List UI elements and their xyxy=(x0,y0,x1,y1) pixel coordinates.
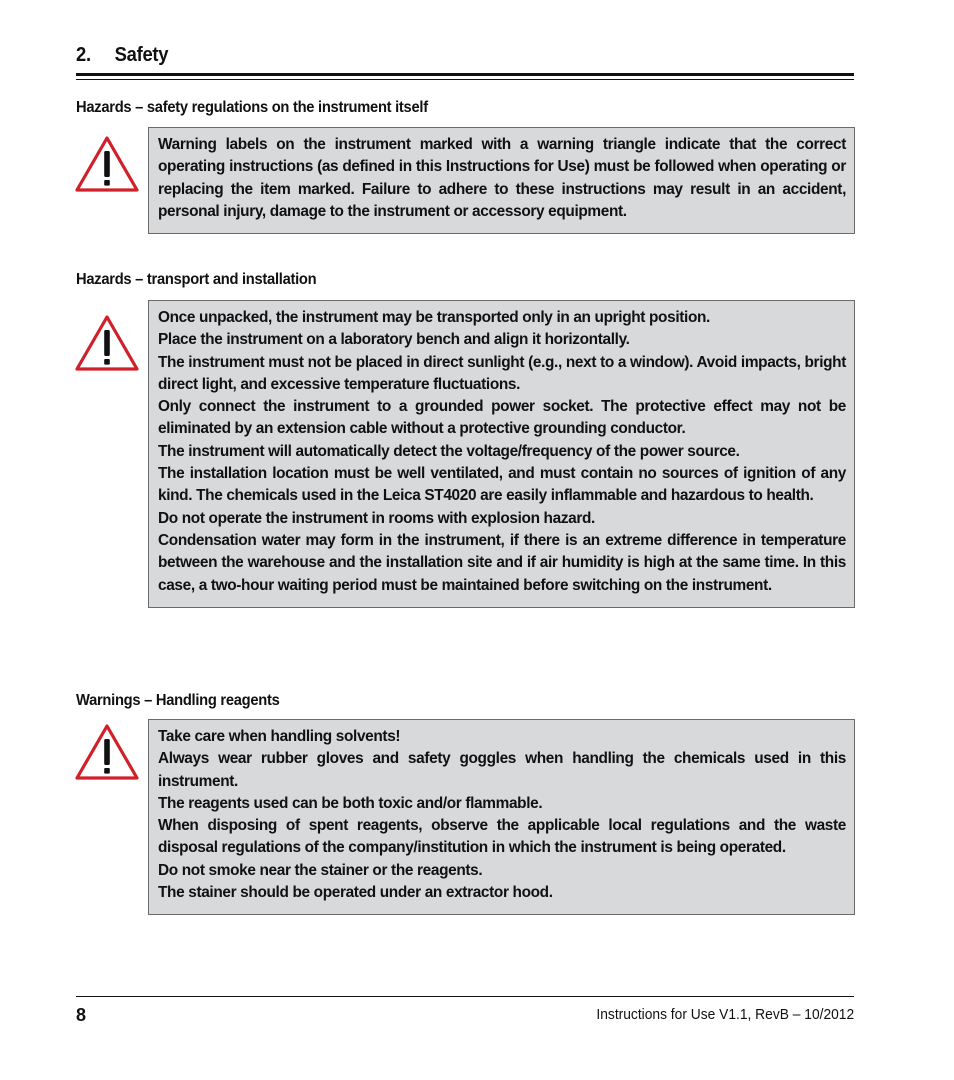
chapter-title: Safety xyxy=(114,44,169,66)
warning-triangle-icon xyxy=(74,722,140,782)
warning-paragraph: Only connect the instrument to a grounded power socket. The protective effect may not be eliminated by an extension cable without a protective grounding conductor. xyxy=(158,398,846,438)
warning-paragraph: The installation location must be well ventilated, and must contain no sources of ignition of any kind. The chemicals used in the Leica ST4020 are easily inflammable and hazardous to health. xyxy=(158,465,846,505)
warning-paragraph: Do not operate the instrument in rooms with explosion hazard. xyxy=(158,509,595,527)
warning-paragraph: Warning labels on the instrument marked with a warning triangle indicate that the correct operating instructions (as defined in this Instructions for Use) must be followed when operating or replacing the item marked. Failure to adhere to these instructions may result in an accident, personal injury, damage to the instrument or accessory equipment. xyxy=(158,136,846,220)
header-rule-thin xyxy=(76,79,854,80)
section-heading-reagents: Warnings – Handling reagents xyxy=(76,692,280,709)
chapter-number: 2. xyxy=(76,44,91,66)
warning-box-instrument-hazards xyxy=(148,127,855,234)
warning-paragraph: When disposing of spent reagents, observe the applicable local regulations and the waste disposal regulations of the company/institution in which the instrument is being operated. xyxy=(158,817,846,857)
document-version: Instructions for Use V1.1, RevB – 10/2012 xyxy=(596,1006,854,1023)
warning-box-reagents xyxy=(148,719,855,915)
warning-paragraph: The instrument must not be placed in direct sunlight (e.g., next to a window). Avoid impacts, bright direct light, and excessive temperature fluctuations. xyxy=(158,353,846,393)
warning-triangle-icon xyxy=(74,313,140,373)
warning-triangle-icon xyxy=(74,134,140,194)
warning-paragraph: Do not smoke near the stainer or the reagents. xyxy=(158,861,483,879)
warning-paragraph: Place the instrument on a laboratory bench and align it horizontally. xyxy=(158,331,630,349)
header-rule xyxy=(76,73,854,76)
warning-paragraph: Condensation water may form in the instrument, if there is an extreme difference in temperature between the warehouse and the installation site and if air humidity is high at the same time. In this case, a two-hour waiting period must be maintained before switching on the instrument. xyxy=(158,531,846,594)
footer-rule xyxy=(76,996,854,997)
page-number: 8 xyxy=(76,1005,87,1025)
warning-paragraph: The instrument will automatically detect the voltage/frequency of the power source. xyxy=(158,442,740,460)
warning-paragraph: Once unpacked, the instrument may be transported only in an upright position. xyxy=(158,309,710,326)
section-heading-transport: Hazards – transport and installation xyxy=(76,271,317,288)
warning-box-transport xyxy=(148,300,855,608)
chapter-heading xyxy=(76,44,792,67)
warning-paragraph: Always wear rubber gloves and safety goggles when handling the chemicals used in this instrument. xyxy=(158,750,846,790)
section-heading-instrument-hazards: Hazards – safety regulations on the instrument itself xyxy=(76,99,428,116)
warning-paragraph: The reagents used can be both toxic and/or flammable. xyxy=(158,794,543,812)
warning-paragraph: Take care when handling solvents! xyxy=(158,728,401,745)
warning-paragraph: The stainer should be operated under an extractor hood. xyxy=(158,884,553,902)
